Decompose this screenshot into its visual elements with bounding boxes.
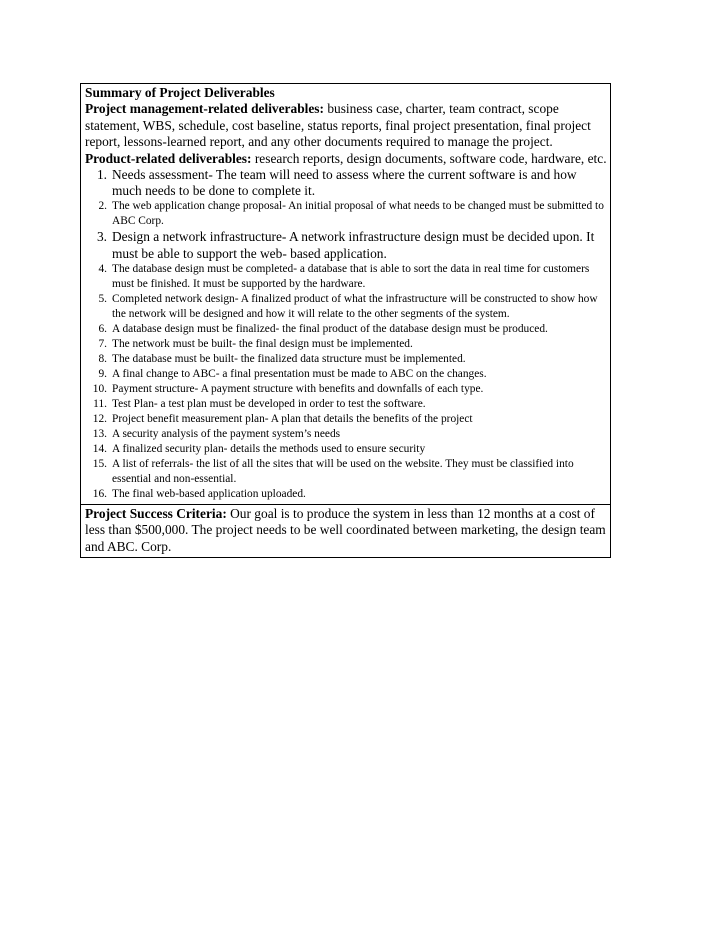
deliverables-list <box>85 167 607 502</box>
list-item <box>85 322 607 337</box>
list-item <box>85 367 607 382</box>
list-item-text: A finalized security plan- details the methods used to ensure security <box>112 442 426 455</box>
product-deliverables-paragraph <box>85 151 607 167</box>
pm-deliverables-label: Project management-related deliverables: <box>85 101 324 117</box>
list-item <box>85 262 607 292</box>
list-item-number: 6. <box>98 322 107 335</box>
success-criteria-label: Project Success Criteria: <box>85 505 227 521</box>
deliverables-table <box>80 83 611 558</box>
list-item-number: 2. <box>98 200 107 213</box>
list-item-number: 14. <box>92 442 107 455</box>
list-item-number: 3. <box>96 229 107 245</box>
list-item <box>85 199 607 229</box>
list-item <box>85 292 607 322</box>
list-item-text: The database must be built- the finalized data structure must be implemented. <box>112 352 466 365</box>
list-item-text: Test Plan- a test plan must be developed in order to test the software. <box>112 397 426 410</box>
pm-deliverables-paragraph <box>85 101 607 150</box>
pm-deliverables-text: business case, charter, team contract, scope statement, WBS, schedule, cost baseline, status reports, final project presentation, final project report, lessons-learned report, and any other documents required to manage the project. <box>85 101 591 150</box>
list-item <box>85 427 607 442</box>
list-item-text: A security analysis of the payment system’s needs <box>112 427 341 440</box>
list-item <box>85 412 607 427</box>
list-item-text: A list of referrals- the list of all the sites that will be used on the website. They must be classified into essential and non-essential. <box>112 457 574 485</box>
list-item <box>85 352 607 367</box>
list-item-number: 7. <box>98 337 107 350</box>
list-item-text: The final web-based application uploaded. <box>112 487 306 500</box>
product-deliverables-text: research reports, design documents, software code, hardware, etc. <box>251 150 607 166</box>
list-item <box>85 382 607 397</box>
list-item <box>85 337 607 352</box>
list-item-text: The web application change proposal- An initial proposal of what needs to be changed must be submitted to ABC Corp. <box>112 200 604 228</box>
list-item <box>85 397 607 412</box>
list-item-number: 1. <box>96 167 107 183</box>
product-deliverables-label: Product-related deliverables: <box>85 150 252 166</box>
list-item-number: 8. <box>98 352 107 365</box>
list-item-text: Payment structure- A payment structure with benefits and downfalls of each type. <box>112 382 484 395</box>
list-item-text: Completed network design- A finalized product of what the infrastructure will be constructed to show how the network will be designed and how it will relate to the other segments of the system. <box>112 292 598 320</box>
list-item-number: 15. <box>92 457 107 470</box>
success-criteria-paragraph <box>85 506 607 555</box>
list-item <box>85 487 607 502</box>
list-item-text: Project benefit measurement plan- A plan that details the benefits of the project <box>112 412 473 425</box>
list-item-number: 12. <box>92 412 107 425</box>
list-item-text: Design a network infrastructure- A network infrastructure design must be decided upon. It must be able to support the web- based application. <box>112 229 595 261</box>
list-item-text: Needs assessment- The team will need to assess where the current software is and how much needs to be done to complete it. <box>112 167 577 199</box>
list-item-number: 16. <box>92 487 107 500</box>
success-criteria-cell <box>81 504 610 557</box>
list-item-text: A database design must be finalized- the final product of the database design must be produced. <box>112 322 548 335</box>
list-item <box>85 229 607 261</box>
list-item-number: 9. <box>98 367 107 380</box>
summary-title: Summary of Project Deliverables <box>85 85 275 100</box>
success-criteria-text: Our goal is to produce the system in less than 12 months at a cost of less than $500,000. The project needs to be well coordinated between marketing, the design team and ABC. Corp. <box>85 505 606 554</box>
list-item <box>85 457 607 487</box>
list-item-text: The database design must be completed- a database that is able to sort the data in real time for customers must be finished. It must be supported by the hardware. <box>112 262 590 290</box>
list-item-number: 13. <box>92 427 107 440</box>
list-item-text: A final change to ABC- a final presentation must be made to ABC on the changes. <box>112 367 487 380</box>
list-item-number: 5. <box>98 292 107 305</box>
list-item-number: 11. <box>93 397 107 410</box>
deliverables-cell <box>81 84 610 504</box>
list-item-text: The network must be built- the final design must be implemented. <box>112 337 413 350</box>
list-item <box>85 442 607 457</box>
list-item-number: 4. <box>98 262 107 275</box>
list-item-number: 10. <box>92 382 107 395</box>
list-item <box>85 167 607 199</box>
